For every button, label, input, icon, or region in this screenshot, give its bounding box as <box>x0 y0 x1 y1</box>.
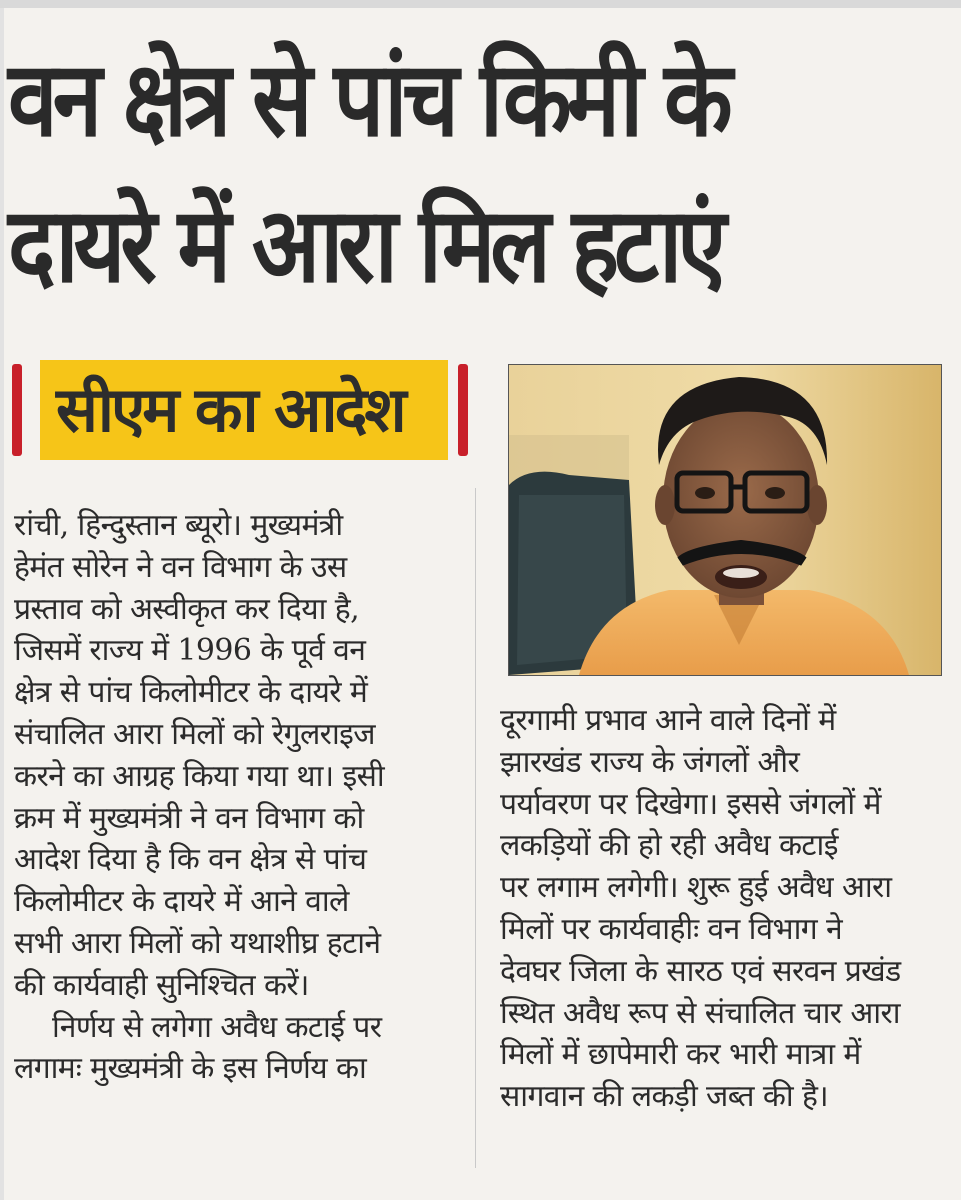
text-line: मिलों पर कार्यवाहीः वन विभाग ने <box>500 911 843 947</box>
text-line: करने का आग्रह किया गया था। इसी <box>14 758 385 794</box>
left-border <box>0 8 4 1200</box>
kicker-label: सीएम का आदेश <box>56 373 404 446</box>
text-line: क्रम में मुख्यमंत्री ने वन विभाग को <box>14 800 364 836</box>
text-line: पर लगाम लगेगी। शुरू हुई अवैध आरा <box>500 870 892 906</box>
kicker-bar-right <box>458 364 468 456</box>
text-line: जिसमें राज्य में 1996 के पूर्व वन <box>14 633 366 669</box>
kicker-tag <box>12 360 468 460</box>
text-line: संचालित आरा मिलों को रेगुलराइज <box>14 716 375 752</box>
text-line: सभी आरा मिलों को यथाशीघ्र हटाने <box>14 925 381 961</box>
text-line: की कार्यवाही सुनिश्चित करें। <box>14 967 309 1003</box>
subheading-line: निर्णय से लगेगा अवैध कटाई पर <box>52 1009 382 1045</box>
headline-line: दायरे में आरा मिल हटाएं <box>8 184 722 306</box>
text-line: पर्यावरण पर दिखेगा। इससे जंगलों में <box>500 786 881 822</box>
portrait-image <box>509 365 941 675</box>
top-border <box>0 0 961 8</box>
text-line: रांची, हिन्दुस्तान ब्यूरो। मुख्यमंत्री <box>14 508 343 543</box>
article-column-left <box>14 505 456 1090</box>
text-line: दूरगामी प्रभाव आने वाले दिनों में <box>500 703 836 738</box>
text-line: मिलों में छापेमारी कर भारी मात्रा में <box>500 1037 861 1073</box>
text-line: क्षेत्र से पांच किलोमीटर के दायरे में <box>14 675 368 711</box>
text-line: हेमंत सोरेन ने वन विभाग के उस <box>14 549 347 585</box>
text-line: झारखंड राज्य के जंगलों और <box>500 744 800 780</box>
kicker-bar-left <box>12 364 22 456</box>
text-line: लगामः मुख्यमंत्री के इस निर्णय का <box>14 1051 367 1087</box>
text-line: प्रस्ताव को अस्वीकृत कर दिया है, <box>14 591 360 627</box>
text-line: किलोमीटर के दायरे में आने वाले <box>14 884 349 920</box>
column-divider <box>475 488 476 1168</box>
text-line: आदेश दिया है कि वन क्षेत्र से पांच <box>14 842 367 878</box>
text-line: सागवान की लकड़ी जब्त की है। <box>500 1079 829 1115</box>
headline-line: वन क्षेत्र से पांच किमी के <box>8 38 728 160</box>
text-line: देवघर जिला के सारठ एवं सरवन प्रखंड <box>500 953 901 989</box>
headline <box>8 26 821 318</box>
text-line: स्थित अवैध रूप से संचालित चार आरा <box>500 995 900 1031</box>
text-line: लकड़ियों की हो रही अवैध कटाई <box>500 828 838 864</box>
news-photo <box>508 364 942 676</box>
article-column-right <box>500 700 942 1118</box>
